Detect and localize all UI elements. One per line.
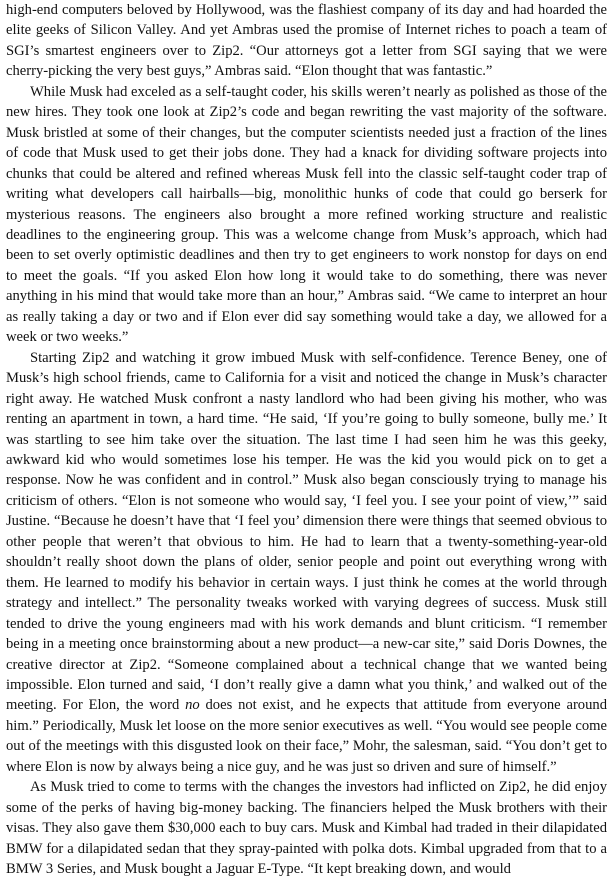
paragraph-1 [6,0,607,82]
paragraph-2 [6,82,607,348]
book-page [6,0,607,878]
paragraph-1-text: high-end computers beloved by Hollywood, was the flashiest company of its day and had hoarded the elite geeks of Silicon Valley. And yet Ambras used the promise of Internet riches to poach a team of SGI’s smartest engineers over to Zip2. “Our attorneys got a letter from SGI saying that we were cherry-picking the very best guys,” Ambras said. “Elon thought that was fantastic.” [6,2,607,80]
paragraph-3-text-a: Starting Zip2 and watching it grow imbued Musk with self-confidence. Terence Beney, one of Musk’s high school friends, came to California for a visit and noticed the change in Musk’s character right away. He watched Musk confront a nasty landlord who had been giving his mother, who was renting an apartment in town, a hard time. “He said, ‘If you’re going to bully someone, bully me.’ It was startling to see him take over the situation. The last time I had seen him he was this geeky, awkward kid who would sometimes lose his temper. He was the kid you would pick on to get a response. Now he was confident and in control.” Musk also began consciously trying to manage his criticism of others. “Elon is not someone who would say, ‘I feel you. I see your point of view,’” said Justine. “Because he doesn’t have that ‘I feel you’ dimension there were things that seemed obvious to other people that weren’t that obvious to him. He had to learn that a twenty-something-year-old shouldn’t really shoot down the plans of older, senior people and point out everything wrong with them. He learned to modify his behavior in certain ways. I just think he comes at the world through strategy and intellect.” The personality tweaks worked with varying degrees of success. Musk still tended to drive the young engineers mad with his work demands and blunt criticism. “I remember being in a meeting once brainstorming about a new product—a new-car site,” said Doris Downes, the creative director at Zip2. “Someone complained about a technical change that we wanted being impossible. Elon turned and said, ‘I don’t really give a damn what you think,’ and walked out of the meeting. For Elon, the word [6,349,607,714]
paragraph-2-text: While Musk had exceled as a self-taught coder, his skills weren’t nearly as polished as those of the new hires. They took one look at Zip2’s code and began rewriting the vast majority of the software. Musk bristled at some of their changes, but the computer scientists needed just a fraction of the lines of code that Musk used to get their jobs done. They had a knack for dividing software projects into chunks that could be altered and refined whereas Musk fell into the classic self-taught coder trap of writing what developers call hairballs—big, monolithic hunks of code that could go berserk for mysterious reasons. The engineers also brought a more refined working structure and realistic deadlines to the engineering group. This was a welcome change from Musk’s approach, which had been to set overly optimistic deadlines and then try to get engineers to work nonstop for days on end to meet the goals. “If you asked Elon how long it would take to do something, there was never anything in his mind that would take more than an hour,” Ambras said. “We came to interpret an hour as really taking a day or two and if Elon ever did say something would take a day, we allowed for a week or two weeks.” [6,83,607,346]
paragraph-3 [6,348,607,778]
paragraph-3-text-b: does not exist, and he expects that attitude from everyone around him.” Periodically, Musk let loose on the more senior executives as well. “You would see people come out of the meetings with this disgusted look on their face,” Mohr, the salesman, said. “You don’t get to where Elon is now by always being a nice guy, and he was just so driven and sure of himself.” [6,697,607,775]
paragraph-4-text: As Musk tried to come to terms with the changes the investors had inflicted on Zip2, he did enjoy some of the perks of having big-money backing. The financiers helped the Musk brothers with their visas. They also gave them $30,000 each to buy cars. Musk and Kimbal had traded in their dilapidated BMW for a dilapidated sedan that they spray-painted with polka dots. Kimbal upgraded from that to a BMW 3 Series, and Musk bought a Jaguar E-Type. “It kept breaking down, and would [6,779,607,878]
paragraph-4 [6,777,607,879]
paragraph-3-italic-word: no [185,697,200,714]
